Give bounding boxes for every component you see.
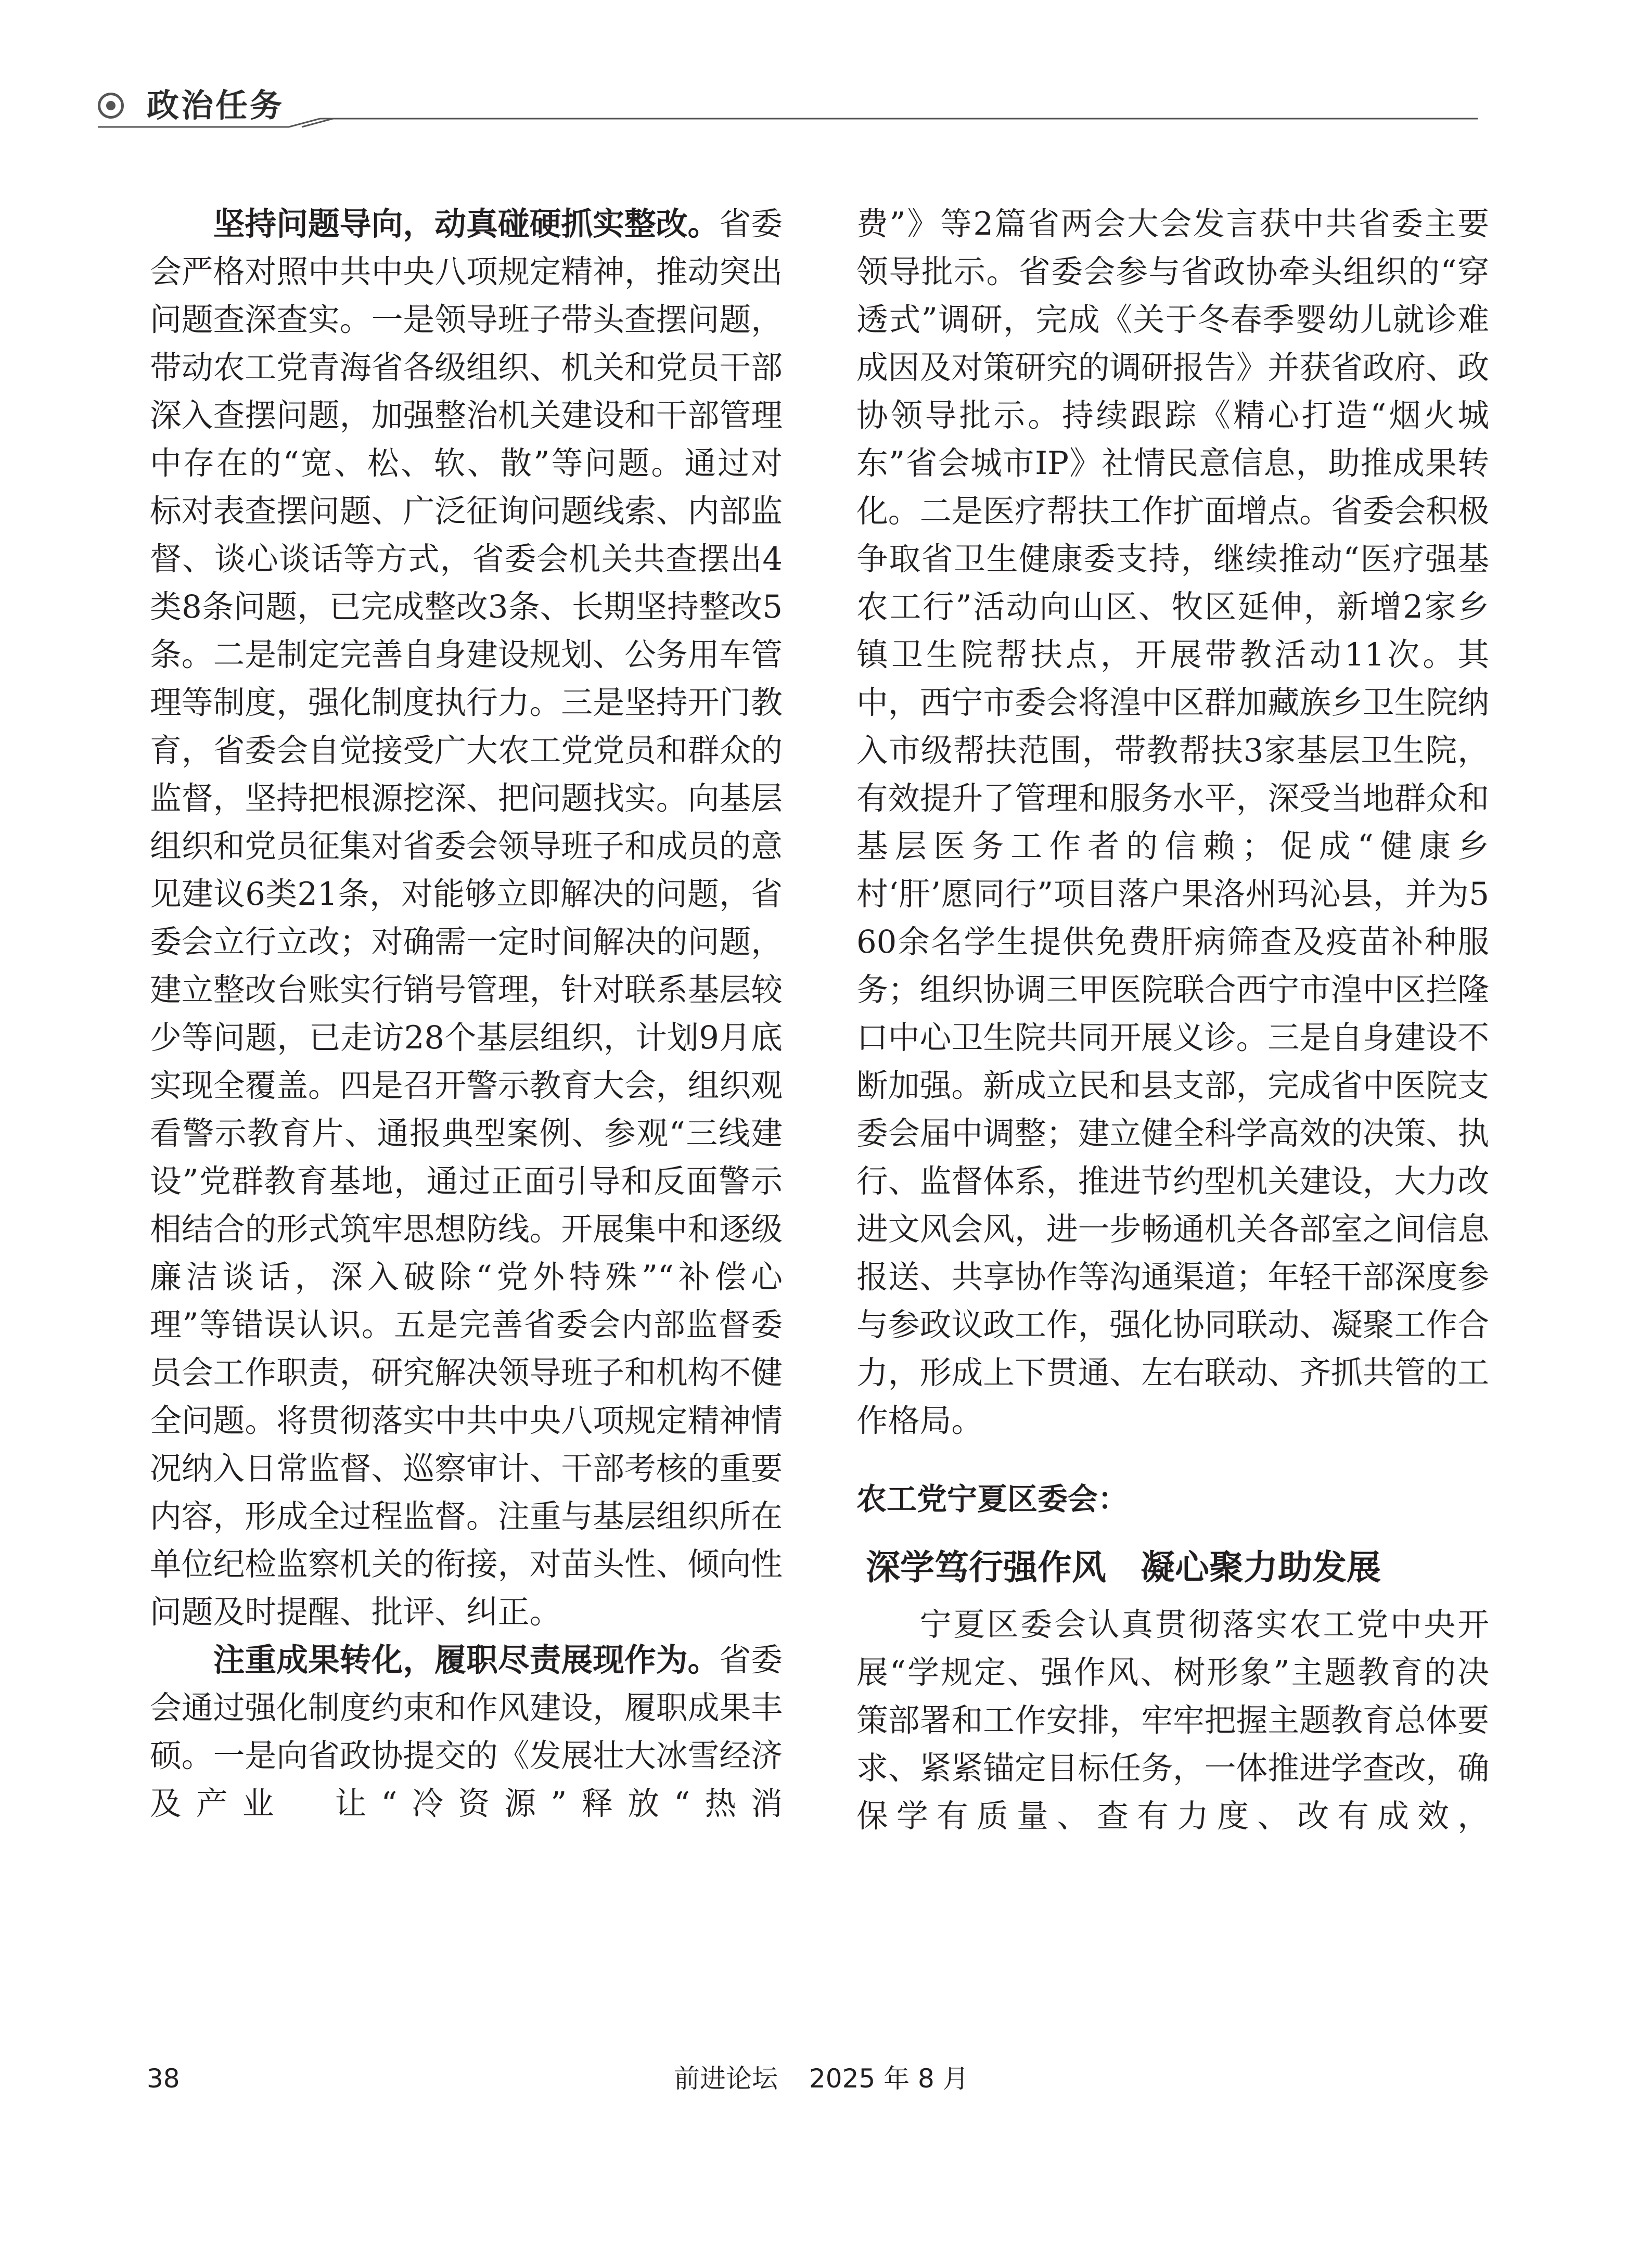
section-organization-heading: 农工党宁夏区委会： <box>856 1481 1129 1517</box>
right-text-column <box>856 200 1489 1902</box>
paragraph-lead: 坚持问题导向，动真碰硬抓实整改。 <box>213 206 720 242</box>
issue-date: 2025 年 8 月 <box>809 2064 969 2094</box>
header-rule <box>0 0 1652 156</box>
publication-name: 前进论坛 <box>674 2064 778 2094</box>
paragraph-lead: 注重成果转化，履职尽责展现作为。 <box>213 1642 720 1679</box>
paragraph-ningxia-intro: 宁夏区委会认真贯彻落实农工党中央开展“学规定、强作风、树形象”主题教育的决策部署和工作安排，牢牢把握主题教育总体要求、紧紧锚定目标任务，一体推进学查改，确保学有质量、查有力度、改有成效， <box>856 1607 1489 1835</box>
paragraph-continued: 费”》等2篇省两会大会发言获中共省委主要领导批示。省委会参与省政协牵头组织的“穿透式”调研，完成《关于冬春季婴幼儿就诊难成因及对策研究的调研报告》并获省政府、政协领导批示。持续跟踪《精心打造“烟火城东”省会城市IP》社情民意信息，助推成果转化。二是医疗帮扶工作扩面增点。省委会积极争取省卫生健康委支持，继续推动“医疗强基农工行”活动向山区、牧区延伸，新增2家乡镇卫生院帮扶点，开展带教活动11次。其中，西宁市委会将湟中区群加藏族乡卫生院纳入市级帮扶范围，带教帮扶3家基层卫生院，有效提升了管理和服务水平，深受当地群众和基层医务工作者的信赖；促成“健康乡村‘肝’愿同行”项目落户果洛州玛沁县，并为560余名学生提供免费肝病筛查及疫苗补种服务；组织协调三甲医院联合西宁市湟中区拦隆口中心卫生院共同开展义诊。三是自身建设不断加强。新成立民和县支部，完成省中医院支委会届中调整；建立健全科学高效的决策、执行、监督体系，推进节约型机关建设，大力改进文风会风，进一步畅通机关各部室之间信息报送、共享协作等沟通渠道；年轻干部深度参与参政议政工作，强化协同联动、凝聚工作合力，形成上下贯通、左右联动、齐抓共管的工作格局。 <box>856 206 1489 1439</box>
section-header-title: 政治任务 <box>147 86 285 124</box>
paragraph-problem-orientation <box>150 200 783 1636</box>
article-title: 深学笃行强作风 凝心聚力助发展 <box>866 1547 1381 1587</box>
page-number: 38 <box>147 2064 180 2094</box>
paragraph-body: 省委会严格对照中共中央八项规定精神，推动突出问题查深查实。一是领导班子带头查摆问题，带动农工党青海省各级组织、机关和党员干部深入查摆问题，加强整治机关建设和干部管理中存在的“宽、松、软、散”等问题。通过对标对表查摆问题、广泛征询问题线索、内部监督、谈心谈话等方式，省委会机关共查摆出4类8条问题，已完成整改3条、长期坚持整改5条。二是制定完善自身建设规划、公务用车管理等制度，强化制度执行力。三是坚持开门教育，省委会自觉接受广大农工党党员和群众的监督，坚持把根源挖深、把问题找实。向基层组织和党员征集对省委会领导班子和成员的意见建议6类21条，对能够立即解决的问题，省委会立行立改；对确需一定时间解决的问题，建立整改台账实行销号管理，针对联系基层较少等问题，已走访28个基层组织，计划9月底实现全覆盖。四是召开警示教育大会，组织观看警示教育片、通报典型案例、参观“三线建设”党群教育基地，通过正面引导和反面警示相结合的形式筑牢思想防线。开展集中和逐级廉洁谈话，深入破除“党外特殊”“补偿心理”等错误认识。五是完善省委会内部监督委员会工作职责，研究解决领导班子和机构不健全问题。将贯彻落实中共中央八项规定精神情况纳入日常监督、巡察审计、干部考核的重要内容，形成全过程监督。注重与基层组织所在单位纪检监察机关的衔接，对苗头性、倾向性问题及时提醒、批评、纠正。 <box>150 206 783 1631</box>
paragraph-results-transformation <box>150 1636 783 1828</box>
left-text-column <box>150 200 783 1902</box>
paragraph-body: 省委会通过强化制度约束和作风建设，履职成果丰硕。一是向省政协提交的《发展壮大冰雪经济及产业 让“冷资源”释放“热消 <box>150 1642 783 1822</box>
